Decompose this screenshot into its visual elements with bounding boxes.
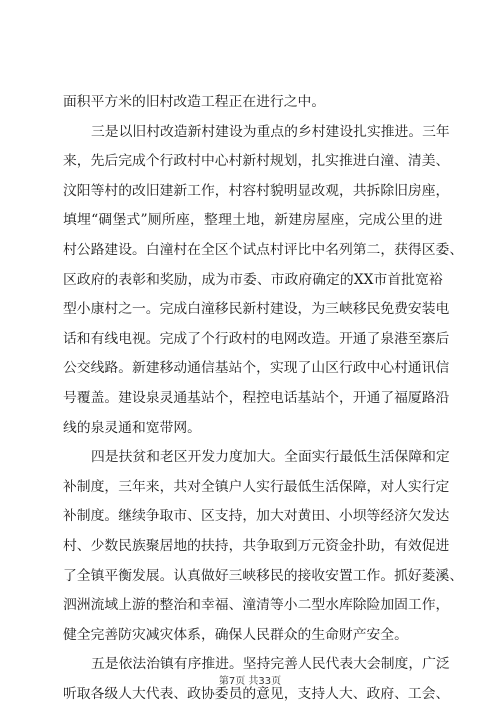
page-footer: 第7页 共33页 — [218, 676, 282, 687]
text-line: 四 是 扶 贫 和 老 区 开 发 力 度 加 大 。 全 面 实 行 最 低 生 活 保 障 和 定 — [91, 449, 450, 466]
text-line: 汶 阳 等 村 的 改 旧 建 新 工 作 ， 村 容 村 貌 明 显 改 观 ， 共 拆 除 旧 房 座 ， — [63, 182, 450, 199]
text-line: 补 制 度 ， 三 年 来 ， 共 对 全 镇 户 人 实 行 最 低 生 活 保 障 ， 对 人 实 行 定 — [63, 478, 450, 495]
text-line: 公 交 线 路 。 新 建 移 动 通 信 基 站 个 ， 实 现 了 山 区 行 政 中 心 村 通 讯 信 — [63, 360, 450, 377]
text-line: 线的泉灵通和宽带网。 — [63, 419, 201, 436]
text-line: 三 是 以 旧 村 改 造 新 村 建 设 为 重 点 的 乡 村 建 设 扎 实 推 进 。 三 年 — [91, 123, 450, 140]
text-line: 话 和 有 线 电 视 。 完 成 了 个 行 政 村 的 电 网 改 造 。 开 通 了 泉 港 至 寨 后 — [63, 330, 450, 347]
text-line: 听 取 各 级 人 大 代 表 、 政 协 委 员 的 意 见 ， 支 持 人 大 、 政 府 、 工 会 、 — [63, 685, 450, 702]
text-line: 健全完善防灾减灾体系，确保人民群众的生命财产安全。 — [63, 626, 408, 643]
text-line: 村 公 路 建 设 。 白 潼 村 在 全 区 个 试 点 村 评 比 中 名 列 第 二 ， 获 得 区 委 、 — [63, 241, 464, 258]
text-line: 来 ， 先 后 完 成 个 行 政 村 中 心 村 新 村 规 划 ， 扎 实 推 进 白 潼 、 清 美 、 — [63, 153, 450, 170]
text-line: 五 是 依 法 治 镇 有 序 推 进 。 坚 持 完 善 人 民 代 表 大 会 制 度 ， 广 泛 — [91, 656, 450, 673]
body-text — [63, 88, 464, 709]
text-line: 面积平方米的旧村改造工程正在进行之中。 — [63, 94, 326, 110]
text-line: 号 覆 盖 。 建 设 泉 灵 通 基 站 个 ， 程 控 电 话 基 站 个 ， 开 通 了 福 厦 路 沿 — [63, 389, 450, 406]
text-line: 了 全 镇 平 衡 发 展 。 认 真 做 好 三 峡 移 民 的 接 收 安 置 工 作 。 抓 好 菱 溪 、 — [63, 567, 464, 584]
text-line: 村 、 少 数 民 族 聚 居 地 的 扶 持 ， 共 争 取 到 万 元 资 金 扑 助 ， 有 效 促 进 — [63, 537, 450, 554]
text-line: 填 埋 “ 碉 堡 式 ” 厕 所 座 ， 整 理 土 地 ， 新 建 房 屋 座 ， 完 成 公 里 的 进 — [63, 212, 443, 229]
text-line: 型 小 康 村 之 一 。 完 成 白 潼 移 民 新 村 建 设 ， 为 三 峡 移 民 免 费 安 装 电 — [63, 301, 450, 318]
text-line: 补 制 度 。 继 续 争 取 市 、 区 支 持 ， 加 大 对 黄 田 、 小 坝 等 经 济 欠 发 达 — [63, 508, 450, 525]
text-line: 泗 洲 流 域 上 游 的 整 治 和 幸 福 、 潼 清 等 小 二 型 水 库 除 险 加 固 工 作 ， — [63, 597, 450, 614]
text-line: 区 政 府 的 表 彰 和 奖 励 ， 成 为 市 委 、 市 政 府 确 定 的 X X 市 首 批 宽 裕 — [63, 271, 443, 288]
